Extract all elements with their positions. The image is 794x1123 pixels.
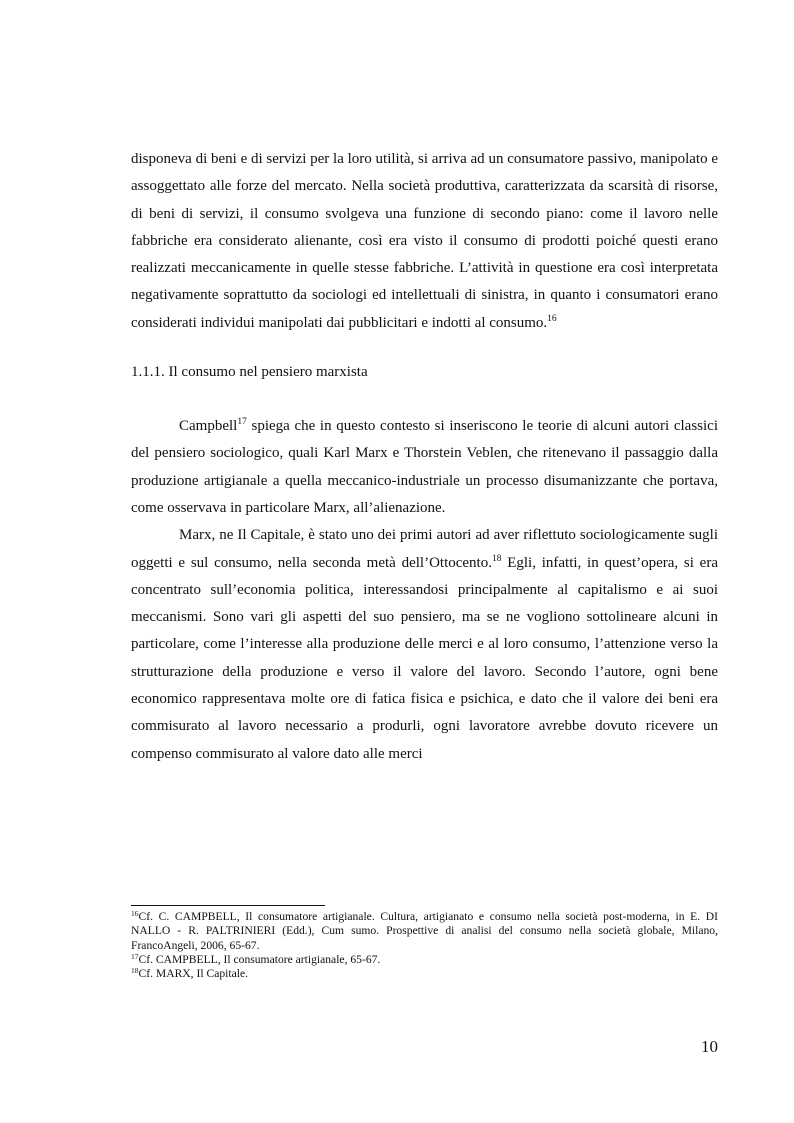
paragraph-2-text-a: Campbell <box>179 418 238 435</box>
footnote-ref-16[interactable]: 16 <box>547 313 557 324</box>
main-text <box>131 146 718 768</box>
paragraph-3-text-a: Marx, ne Il Capitale, è stato uno dei primi autori ad aver riflettuto sociologicamente sugli oggetti e sul consumo, nella seconda metà dell’Ottocento. <box>131 527 718 571</box>
page-number: 10 <box>701 1037 718 1056</box>
footnote-number: 17 <box>131 951 139 961</box>
paragraph-3-text-b: Egli, infatti, in quest’opera, si era concentrato sull’economia politica, interessandosi principalmente al capitalismo e ai suoi meccanismi. Sono vari gli aspetti del suo pensiero, ma se ne vogliono sottolineare alcuni in particolare, come l’interesse alla produzione delle merci e al loro consumo, l’attenzione verso la strutturazione della produzione e verso il valore del lavoro. Secondo l’autore, ogni bene economico rappresentava molte ore di fatica fisica e psichica, e dato che il valore dei beni era commisurato al lavoro necessario a produrli, ogni lavoratore avrebbe dovuto ricevere un compenso commisurato al valore dato alle merci <box>131 554 718 762</box>
paragraph-3 <box>131 522 718 768</box>
footnote-ref-18[interactable]: 18 <box>491 553 502 564</box>
paragraph-1-text: disponeva di beni e di servizi per la loro utilità, si arriva ad un consumatore passivo, manipolato e assoggettato alle forze del mercato. Nella società produttiva, caratterizzata da scarsità di risorse, di beni di servizi, il consumo svolgeva una funzione di secondo piano: come il lavoro nelle fabbriche era considerato alienante, così era visto il consumo di prodotti poiché questi erano realizzati meccanicamente in quelle stesse fabbriche. L’attività in questione era così interpretata negativamente soprattutto da sociologi ed intellettuali di sinistra, in quanto i consumatori erano considerati individui manipolati dai pubblicitari e indotti al consumo. <box>131 151 718 331</box>
paragraph-2 <box>131 413 718 522</box>
footnote-17 <box>131 953 718 967</box>
section-heading: 1.1.1. Il consumo nel pensiero marxista <box>131 364 368 381</box>
footnote-text: Cf. C. CAMPBELL, Il consumatore artigianale. Cultura, artigianato e consumo nella società post-moderna, in E. DI NALLO - R. PALTRINIERI (Edd.), Cum sumo. Prospettive di analisi del consumo nella società globale, Milano, FrancoAngeli, 2006, 65-67. <box>131 910 718 952</box>
footnote-separator <box>131 905 325 906</box>
footnote-16 <box>131 910 718 953</box>
paragraph-2-text-b: spiega che in questo contesto si inseriscono le teorie di alcuni autori classici del pensiero sociologico, quali Karl Marx e Thorstein Veblen, che ritenevano il passaggio dalla produzione artigianale a quella meccanico-industriale un processo disumanizzante che portava, come osservava in particolare Marx, all’alienazione. <box>131 418 718 516</box>
footnote-number: 18 <box>131 966 139 976</box>
footnote-text: Cf. MARX, Il Capitale. <box>138 967 248 981</box>
footnote-number: 16 <box>131 909 139 918</box>
footnote-18 <box>131 967 718 981</box>
footnotes <box>131 910 718 981</box>
paragraph-1 <box>131 146 718 337</box>
footnote-text: Cf. CAMPBELL, Il consumatore artigianale, 65-67. <box>138 952 381 966</box>
footnote-ref-17[interactable]: 17 <box>237 417 247 428</box>
